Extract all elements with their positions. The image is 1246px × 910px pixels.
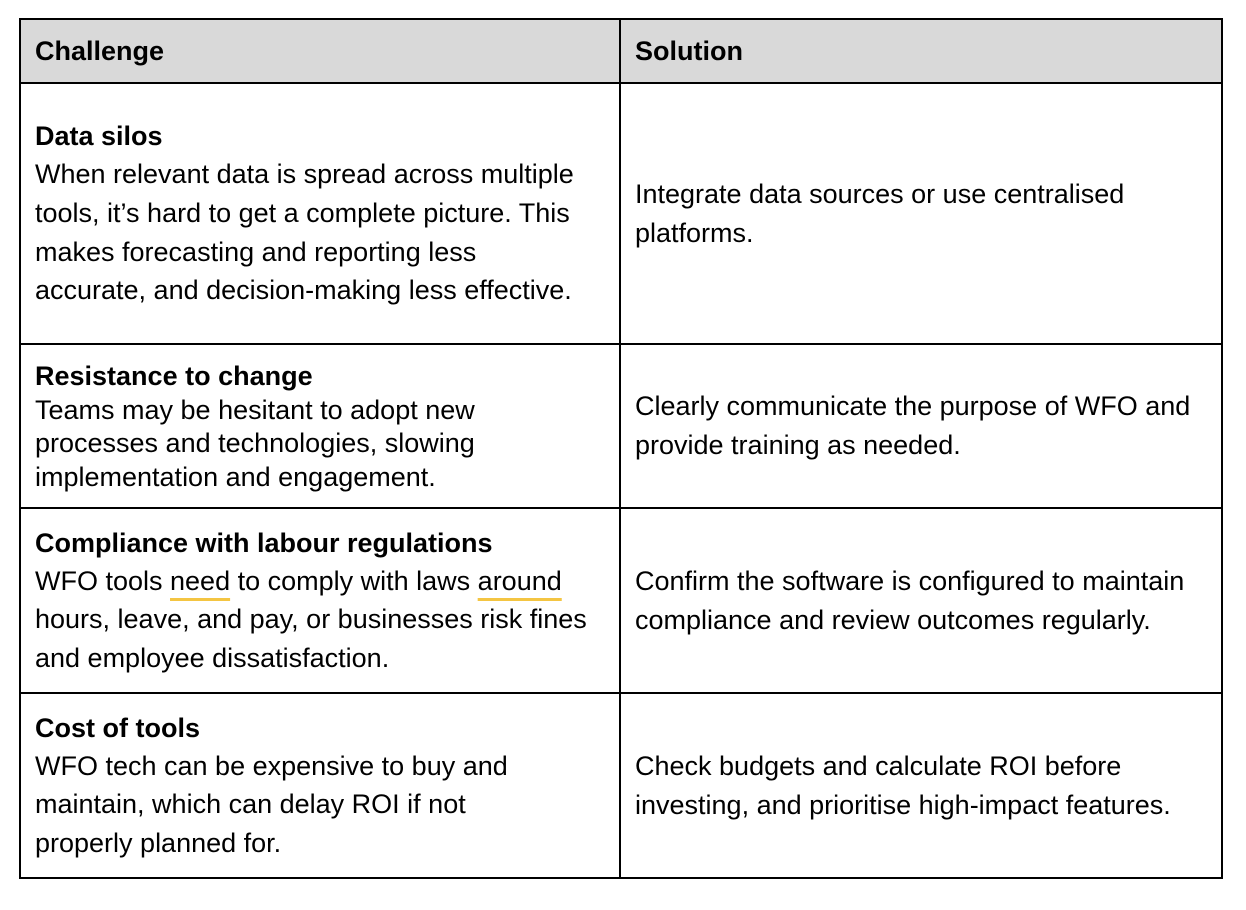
solution-cell bbox=[620, 83, 1222, 344]
solution-text: Clearly communicate the purpose of WFO and provide training as needed. bbox=[635, 391, 1191, 460]
challenge-title: Resistance to change bbox=[35, 360, 313, 391]
challenge-title: Data silos bbox=[35, 121, 163, 152]
solution-cell bbox=[620, 693, 1222, 878]
solution-text: Confirm the software is configured to maintain compliance and review outcomes regularly. bbox=[635, 565, 1185, 635]
challenge-cell bbox=[20, 693, 620, 878]
table-row bbox=[20, 83, 1222, 344]
challenges-solutions-table bbox=[19, 18, 1223, 879]
table-row bbox=[20, 508, 1222, 693]
challenge-cell bbox=[20, 508, 620, 693]
table-row bbox=[20, 693, 1222, 878]
solution-text: Integrate data sources or use centralised platforms. bbox=[635, 178, 1125, 248]
table-row bbox=[20, 344, 1222, 508]
solution-text: Check budgets and calculate ROI before investing, and prioritise high-impact features. bbox=[635, 750, 1171, 820]
challenge-cell bbox=[20, 83, 620, 344]
challenge-description: When relevant data is spread across multiple tools, it’s hard to get a complete picture. This makes forecasting and reporting less accurate, and decision-making less effective. bbox=[35, 159, 574, 306]
challenge-description: WFO tech can be expensive to buy and maintain, which can delay ROI if not properly planned for. bbox=[35, 750, 508, 858]
challenge-description: WFO tools need to comply with laws around hours, leave, and pay, or businesses risk fines and employee dissatisfaction. bbox=[35, 565, 587, 673]
solution-cell bbox=[620, 508, 1222, 693]
challenge-title: Compliance with labour regulations bbox=[35, 527, 493, 558]
spelling-suggestion-word[interactable]: around bbox=[477, 565, 562, 596]
challenge-cell bbox=[20, 344, 620, 508]
header-solution: Solution bbox=[620, 19, 1222, 83]
spelling-suggestion-word[interactable]: need bbox=[170, 565, 231, 596]
header-challenge: Challenge bbox=[20, 19, 620, 83]
solution-cell bbox=[620, 344, 1222, 508]
challenge-description: Teams may be hesitant to adopt new processes and technologies, slowing implementation and engagement. bbox=[35, 394, 475, 492]
table-header-row bbox=[20, 19, 1222, 83]
challenge-title: Cost of tools bbox=[35, 712, 200, 743]
